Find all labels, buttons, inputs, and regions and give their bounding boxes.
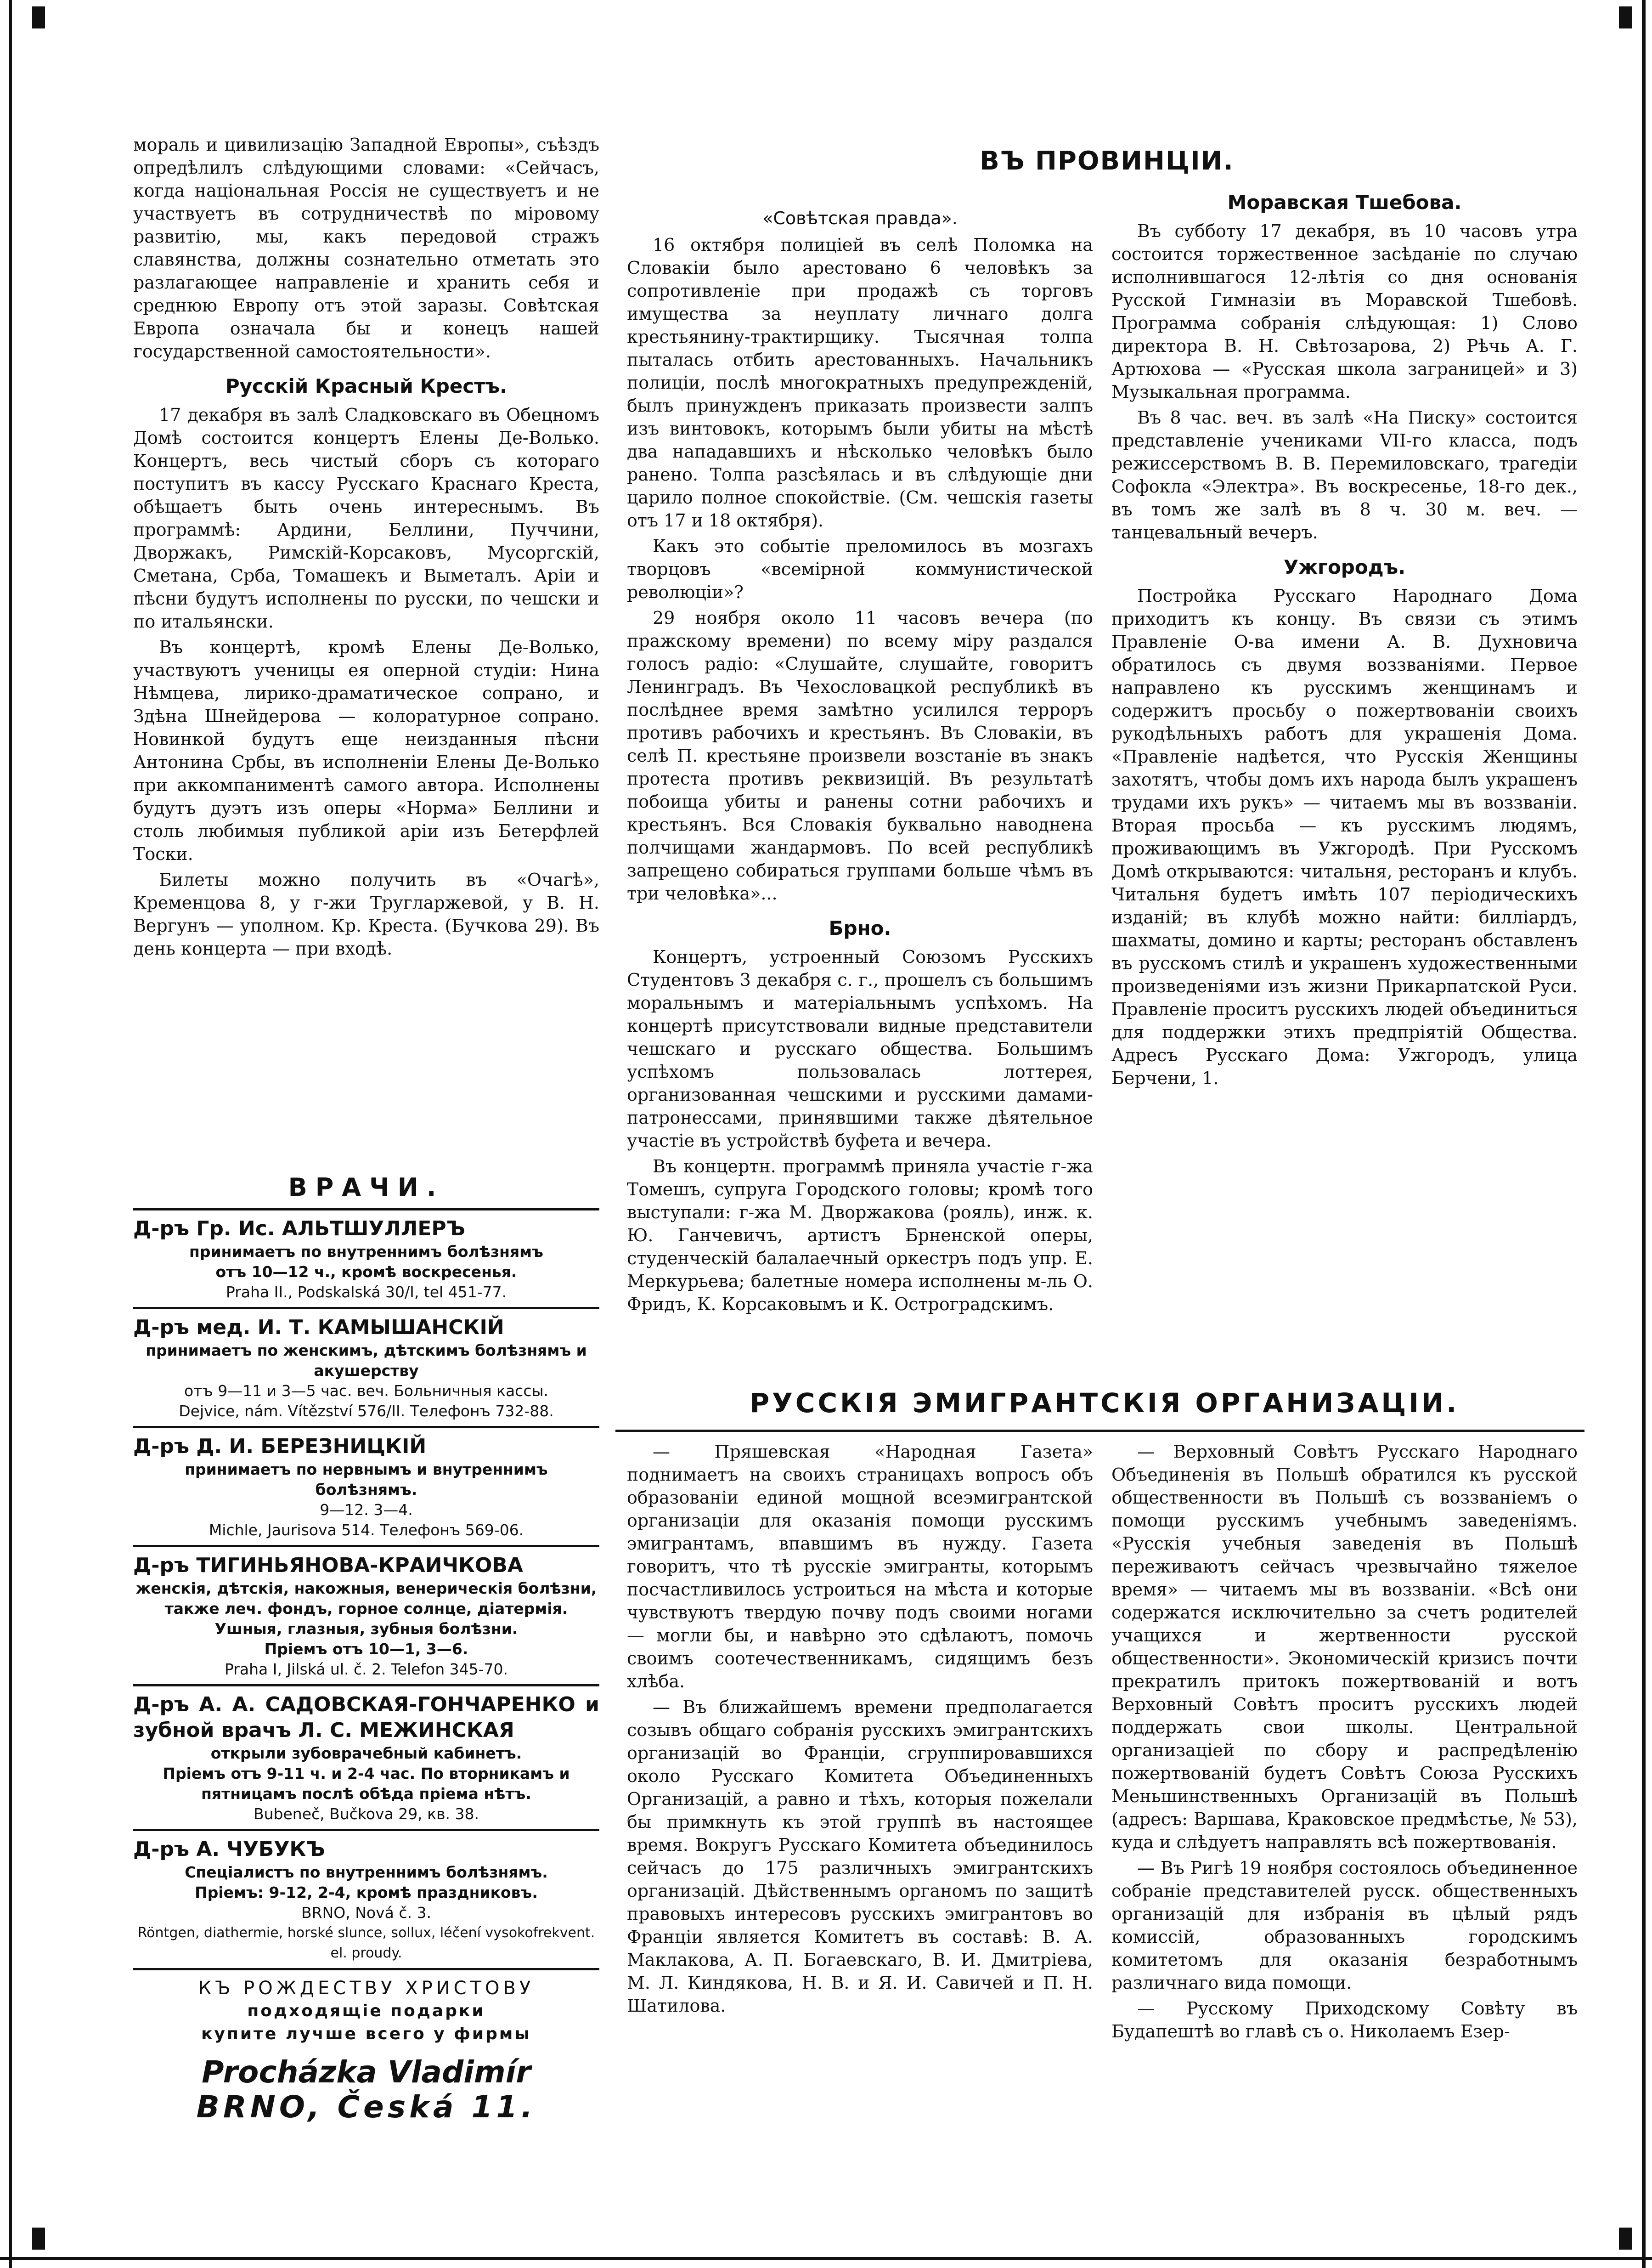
doctor-ad-line: BRNO, Nová č. 3. [301,1904,431,1922]
doctor-ad-line: Praha II., Podskalská 30/I, tel 451-77. [226,1283,507,1301]
doctor-ad-line: Пріемъ отъ 9-11 ч. и 2-4 час. По вторникамъ и пятницамъ послѣ обѣда пріема нѣтъ. [163,1765,570,1803]
christmas-ad-address: BRNO, Česká 11. [196,2089,536,2125]
uzhgorod-paragraph: Постройка Русскаго Народнаго Дома приходитъ къ концу. Въ связи съ этимъ Правленіе О-ва имени А. В. Духновича обратилось съ двумя воззваніями. Первое направлено къ русскимъ женщинамъ и содержитъ просьбу о пожертвованіи своихъ рукодѣльныхъ работъ для украшенія Дома. «Правленіе надѣется, что Русскія Женщины захотятъ, чтобы домъ ихъ народа былъ украшенъ трудами ихъ рукъ» — читаемъ мы въ воззваніи. Вторая просьба — къ русскимъ людямъ, проживающимъ въ Ужгородѣ. При Русскомъ Домѣ открываются: читальня, ресторанъ и клубъ. Читальня будетъ имѣть 107 періодическихъ изданій; въ клубѣ можно найти: билліардъ, шахматы, домино и карты; ресторанъ обставленъ въ русскомъ стилѣ и украшенъ художественными произведеніями изъ жизни Прикарпатской Руси. Правленіе проситъ русскихъ людей объединиться для поддержки этихъ предпріятій Общества. Адресъ Русскаго Дома: Ужгородъ, улица Берчени, 1. [1111,586,1578,1088]
doctor-ad-line: Michle, Jaurisova 514. Телефонъ 569-06. [209,1521,524,1539]
pravda-paragraph: 16 октября полиціей въ селѣ Поломка на Словакіи было арестовано 6 человѣкъ за сопротивленіе при продажѣ съ торговъ имущества за неуплату личнаго долга крестьянину-трактирщику. Тысячная толпа пыталась отбить арестованныхъ. Начальникъ полиціи, послѣ многократныхъ предупрежденій, былъ принужденъ приказать произвести залпъ изъ винтовокъ, которымъ были убиты на мѣстѣ два нападавшихъ и нѣсколько человѣкъ было ранено. Толпа разсѣялась и въ слѣдующіе дни царило полное спокойствіе. (См. чешскія газеты отъ 17 и 18 октября). [627,235,1093,531]
doctor-ad-line: Пріемъ: 9-12, 2-4, кромѣ праздниковъ. [195,1883,538,1901]
scan-corner-mark [1619,6,1632,28]
doctor-ad-line: Röntgen, diathermie, horské slunce, sollux, léčení vysokofrekvent. el. proudy. [137,1925,595,1961]
doctor-ad-line: открыли зубоврачебный кабинетъ. [210,1744,522,1762]
doctor-ad-line: отъ 9—11 и 3—5 час. веч. Больничныя кассы. [184,1382,549,1400]
doctor-ad-line: принимаетъ по нервнымъ и внутреннимъ болѣзнямъ. [185,1460,548,1499]
doctor-ad [133,1208,599,1307]
brno-paragraph: Концертъ, устроенный Союзомъ Русскихъ Студентовъ 3 декабря с. г., прошелъ съ большимъ моральнымъ и матеріальнымъ успѣхомъ. На концертѣ присутствовали видные представители чешскаго и русскаго общества. Большимъ успѣхомъ пользовалась лоттерея, организованная чешскими и русскими дамами-патронессами, принявшими также дѣятельное участіе въ устройствѣ буфета и вечера. [627,947,1093,1151]
redcross-paragraph: Въ концертѣ, кромѣ Елены Де-Волько, участвуютъ ученицы ея оперной студіи: Нина Нѣмцева, лирико-драматическое сопрано, и Здѣна Шнейдерова — колоратурное сопрано. Новинкой будутъ еще неизданныя пѣсни Антонина Србы, въ исполненіи Елены Де-Волько при аккомпаниментѣ самого автора. Исполнены будутъ дуэтъ изъ оперы «Норма» Беллини и столь любимыя публикой аріи изъ Бетерфлей Тоски. [133,637,599,864]
emigrant-section-title: РУССКІЯ ЭМИГРАНТСКІЯ ОРГАНИЗАЦІИ. [750,1387,1460,1419]
doctor-name: Д-ръ Гр. Ис. АЛЬТШУЛЛЕРЪ [133,1217,465,1240]
emigrant-column-left [627,1440,1093,2020]
province-section-title: ВЪ ПРОВИНЦІИ. [980,146,1234,176]
section-divider [615,1430,1584,1432]
emigrant-paragraph: — Русскому Приходскому Совѣту въ Будапештѣ во главѣ съ о. Николаемъ Езер- [1111,1998,1578,2042]
doctor-ad [133,1307,599,1426]
doctor-name: Д-ръ А. ЧУБУКЪ [133,1838,325,1861]
doctor-ad-line: Praha I, Jilská ul. č. 2. Telefon 345-70. [224,1660,508,1678]
doctor-ad-line: отъ 10—12 ч., кромѣ воскресенья. [215,1263,517,1281]
trebova-paragraph: Въ субботу 17 декабря, въ 10 часовъ утра состоится торжественное засѣданіе по случаю исполнившагося 12-лѣтія со дня основанія Русской Гимназіи въ Моравской Тшебовѣ. Программа собранія слѣдующая: 1) Слово директора В. Н. Свѣтозарова, 2) Рѣчь А. Г. Артюхова — «Русская школа заграницей» и 3) Музыкальная программа. [1111,221,1578,402]
scan-edge-left [9,0,12,2268]
pravda-paragraph: 29 ноября около 11 часовъ вечера (по пражскому времени) по всему міру раздался голосъ радіо: «Слушайте, слушайте, говоритъ Ленинградъ. Въ Чехословацкой республикѣ въ послѣднее время замѣтно усилился терроръ противъ рабочихъ и крестьянъ. Въ Словакіи, въ селѣ П. крестьяне произвели возстаніе въ знакъ протеста противъ реквизицій. Въ результатѣ побоища убиты и ранены сотни рабочихъ и крестьянъ. Вся Словакія буквально наводнена полчищами жандармовъ. По всей республикѣ запрещено собираться группами больше чѣмъ въ три человѣка»... [627,608,1093,904]
redcross-heading: Русскій Красный Крестъ. [225,375,507,397]
column-left [133,133,599,963]
article-continuation: мораль и цивилизацію Западной Европы», съѣздъ опредѣлилъ слѣдующими словами: «Сейчасъ, когда національная Россія не существуетъ и не участвуетъ въ сотрудничествѣ по міровому развитію, мы, какъ передовой стражъ славянства, должны сознательно отметать это разлагающее направленіе и хранить себя и среднюю Европу отъ этой заразы. Совѣтская Европа означала бы и конецъ нашей государственной самостоятельности». [133,135,599,362]
brno-heading: Брно. [829,917,891,939]
doctor-name: Д-ръ А. А. САДОВСКАЯ-ГОНЧАРЕНКО и зубной врачъ Л. С. МЕЖИНСКАЯ [133,1693,599,1742]
scan-corner-mark [32,2228,45,2250]
doctor-ad-line: принимаетъ по женскимъ, дѣтскимъ болѣзнямъ и акушерству [146,1341,587,1380]
scan-corner-mark [32,6,45,28]
redcross-paragraph: Билеты можно получить въ «Очагѣ», Кременцова 8, у г-жи Тругларжевой, у В. Н. Вергунъ — уполном. Кр. Креста. (Бучкова 29). Въ день концерта — при входѣ. [133,870,599,959]
doctor-name: Д-ръ мед. И. Т. КАМЫШАНСКІЙ [133,1316,504,1339]
brno-paragraph: Въ концертн. программѣ приняла участіе г-жа Томешъ, супруга Городского головы; кромѣ того выступали: г-жа М. Дворжакова (рояль), инж. к. Ю. Ганчевичъ, артистъ Брненской оперы, студенческій балалаечный оркестръ подъ упр. Е. Меркурьева; балетные номера исполнены м-ль О. Фридъ, К. Корсаковымъ и К. Остроградскимъ. [627,1156,1093,1314]
doctor-ad-line: Bubeneč, Bučkova 29, кв. 38. [253,1805,479,1823]
christmas-ad-heading: КЪ РОЖДЕСТВУ ХРИСТОВУ [198,1978,535,1999]
doctor-ad-line: принимаетъ по внутреннимъ болѣзнямъ [189,1243,543,1261]
pravda-paragraph: Какъ это событіе преломилось въ мозгахъ творцовъ «всемірной коммунистической революціи»? [627,536,1093,602]
trebova-heading: Моравская Тшебова. [1227,191,1462,214]
doctor-ad [133,1684,599,1829]
scan-corner-mark [1619,2228,1632,2250]
christmas-ad-line: подходящіе подарки [247,2002,485,2020]
uzhgorod-heading: Ужгородъ. [1283,556,1406,578]
column-middle [627,207,1093,1318]
redcross-paragraph: 17 декабря въ залѣ Сладковскаго въ Обецномъ Домѣ состоится концертъ Елены Де-Волько. Концертъ, весь чистый сборъ съ котораго поступитъ въ кассу Русскаго Краснаго Креста, обѣщаетъ быть очень интереснымъ. Въ программѣ: Ардини, Беллини, Пуччини, Дворжакъ, Римскій-Корсаковъ, Мусоргскій, Сметана, Срба, Томашекъ и Выметалъ. Аріи и пѣсни будутъ исполнены по русски, по чешски и по итальянски. [133,405,599,632]
pravda-heading: «Совѣтская правда». [762,208,958,228]
emigrant-paragraph: — Въ ближайшемъ времени предполагается созывъ общаго собранія русскихъ эмигрантскихъ организацій во Франціи, сгруппировавшихся около Русскаго Комитета Объединенныхъ Организацій, а равно и тѣхъ, которыя пожелали бы примкнуть къ этой группѣ въ настоящее время. Вокругъ Русскаго Комитета объединилось сейчасъ до 175 различныхъ эмигрантскихъ организацій. Дѣйственнымъ органомъ по защитѣ правовыхъ интересовъ русскихъ эмигрантовъ во Франціи является Комитетъ въ составѣ: В. А. Маклакова, А. П. Богаевскаго, В. И. Дмитріева, М. Л. Киндякова, Н. В. и Я. И. Савичей и П. Н. Шатилова. [627,1697,1093,2016]
doctor-ad-line: 9—12. 3—4. [320,1501,413,1519]
scan-edge-bottom [0,2257,1652,2260]
doctor-ad [133,1426,599,1545]
emigrant-paragraph: — Пряшевская «Народная Газета» поднимаетъ на своихъ страницахъ вопросъ объ образованіи единой мощной всеэмигрантской организаціи для оказанія помощи русскимъ эмигрантамъ, впавшимъ въ нужду. Газета говоритъ, что тѣ русскіе эмигранты, которымъ посчастливилось устроиться на мѣста и которые чувствуютъ твердую почву подъ своими ногами — могли бы, и навѣрно это сдѣлаютъ, помочь своимъ соотечественникамъ, сидящимъ безъ хлѣба. [627,1442,1093,1691]
doctor-name: Д-ръ ТИГИНЬЯНОВА-КРАИЧКОВА [133,1554,523,1577]
doctor-ad-line: женскія, дѣтскія, накожныя, венерическія болѣзни, также леч. фондъ, горное солнце, діатермія. Ушныя, глазныя, зубныя болѣзни. [135,1579,597,1638]
christmas-ad-line: купите лучше всего у фирмы [201,2025,531,2043]
christmas-ad-firm: Procházka Vladimír [202,2054,531,2090]
emigrant-column-right [1111,1440,1578,2046]
column-right [1111,179,1578,1092]
doctor-ad [133,1545,599,1684]
emigrant-paragraph: — Въ Ригѣ 19 ноября состоялось объединенное собраніе представителей русск. общественныхъ организацій для избранія въ цѣлый рядъ комиссій, образованныхъ городскимъ комитетомъ для оказанія безработнымъ различнаго вида помощи. [1111,1858,1578,1993]
christmas-ad [133,1968,599,2125]
doctor-ad-line: Пріемъ отъ 10—1, 3—6. [264,1640,468,1658]
scan-edge-right [1642,0,1646,2268]
doctors-ads [133,1173,599,2125]
doctor-ad-line: Dejvice, nám. Vítězství 576/II. Телефонъ 732-88. [179,1402,554,1420]
doctor-ad-line: Спеціалистъ по внутреннимъ болѣзнямъ. [185,1863,548,1881]
trebova-paragraph: Въ 8 час. веч. въ залѣ «На Писку» состоится представленіе учениками VII-го класса, подъ режиссерствомъ В. В. Перемиловскаго, трагедіи Софокла «Электра». Въ воскресенье, 18-го дек., въ томъ же залѣ въ 8 ч. 30 м. веч. — танцевальный вечеръ. [1111,407,1578,543]
doctor-ad [133,1829,599,1968]
emigrant-paragraph: — Верховный Совѣтъ Русскаго Народнаго Объединенія въ Польшѣ обратился къ русской общественности въ Польшѣ съ воззваніемъ о помощи русскимъ учебнымъ заведеніямъ. «Русскія учебныя заведенія въ Польшѣ переживаютъ сейчасъ чрезвычайно тяжелое время» — читаемъ мы въ воззваніи. «Всѣ они содержатся исключительно за счетъ родителей учащихся и жертвенности русской общественности». Экономическій кризисъ почти прекратилъ притокъ пожертвованій и вотъ Верховный Совѣтъ проситъ русскихъ людей поддержать свои школы. Центральной организаціей по сбору и распредѣленію пожертвованій будетъ Совѣтъ Союза Русскихъ Меньшинственныхъ Организацій въ Польшѣ (адресъ: Варшава, Краковское предмѣстье, № 53), куда и слѣдуетъ направлять всѣ пожертвованія. [1111,1442,1578,1852]
doctor-name: Д-ръ Д. И. БЕРЕЗНИЦКІЙ [133,1435,427,1458]
doctors-title: ВРАЧИ. [288,1173,445,1202]
